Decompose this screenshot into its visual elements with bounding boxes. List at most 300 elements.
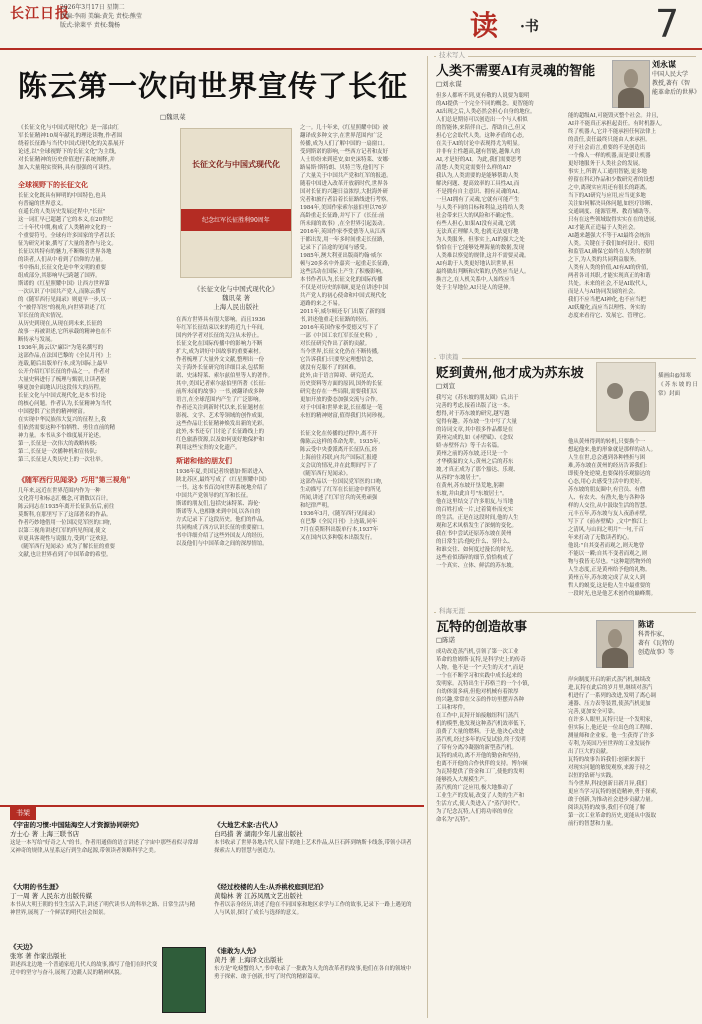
text-line: 对现实问题的敏锐观察,来源于持之 xyxy=(568,765,651,771)
text-line: 在工作中,瓦特开始接触纽科门蒸汽 xyxy=(436,713,519,719)
text-line: 无法真正理解人类,也就无法更好地 xyxy=(436,229,519,235)
text-line: 浪费了大量的燃料。于是,他决心改进 xyxy=(436,729,524,735)
text-line: 长征文化在国际传播中的影响力不断 xyxy=(176,341,263,347)
text-line: 作者梳理了大量外文文献,整理出一份 xyxy=(176,357,264,363)
text-line: 义会议的情况,并在此期间写下了 xyxy=(300,463,378,469)
text-line: 速器、压力表等装置,使蒸汽机更加 xyxy=(568,701,651,707)
bookshelf-item-desc: 讲述西北边地一个普通家庭几代人的故事,描写了他们在时代变迁中的坚守与奋斗,展现了边疆人民的精神风貌。 xyxy=(10,962,158,976)
main-article-byline: □魏讯菜 xyxy=(160,113,186,121)
text-line: 作者还关注到新时代以来,长征题材在 xyxy=(176,405,264,411)
text-line: 长征文化与中国式现代化,是本书讨论 xyxy=(18,393,106,399)
text-line: 不是拥有自主意识、拥有灵魂的AI。 xyxy=(436,189,523,195)
main-article-column-2b xyxy=(176,468,296,552)
text-line: 共同构成了西方认识长征的重要窗口。 xyxy=(176,525,268,531)
text-line: 军长征的真实情况。 xyxy=(18,313,67,319)
article4-title: 瓦特的创造故事 xyxy=(436,620,528,635)
text-line: 恰恰在于它能够处理海量的数据,发现 xyxy=(436,245,524,251)
text-line: 2016年英国作家李爱德又写下了 xyxy=(300,325,379,331)
bookshelf-item xyxy=(10,943,158,977)
text-line: AI出现之后,人类必然会担心自身的地位。 xyxy=(436,109,536,115)
bookshelf-item-title: 《宇宙的习惯:中国陆海空人才资源协同研究》 xyxy=(10,821,143,829)
article3-caption xyxy=(658,372,698,399)
text-line: 苏东坡的朋友圈中,有官员、有僧 xyxy=(568,487,646,493)
text-line: 年来打动了无数读者的心。 xyxy=(568,535,633,541)
text-line: 二十年代中期,构成了人类精神文化的一 xyxy=(18,225,112,231)
text-line: 随着中国进入改革开放新时代,世界各 xyxy=(300,181,388,187)
bookshelf-item-desc: 这是一本写给"好奇之人"的书。作者用通俗的语言讲述了宇宙中那些看似寻常却又神奇的规律,从星系运行到生命起源,带领读者领略科学之美。 xyxy=(10,840,199,854)
text-line: 书中详细介绍了这些外国友人的经历, xyxy=(176,533,264,539)
text-line: 中国提供了宝贵的精神财富。 xyxy=(18,409,89,415)
text-line: 蒸汽机,经过多年的反复试验,终于发明 xyxy=(436,737,526,743)
text-line: 斯诺的朋友们,包括史沫特莱、海伦· xyxy=(176,501,261,507)
article4-byline: □陈诺 xyxy=(436,636,456,644)
book-cover-image xyxy=(180,128,292,278)
text-line: 写下了《前赤壁赋》,文中"惟江上 xyxy=(568,519,648,525)
text-line: 换言之,在人机关系中,人始终应当 xyxy=(436,277,515,283)
text-line: 在许多人眼里,瓦特只是一个发明家, xyxy=(568,717,653,723)
text-line: 以第三视角讲述红军的所见所闻,使文 xyxy=(18,528,106,534)
column-divider xyxy=(427,56,428,1018)
text-line: 所未闻的故事》,在全世界引起轰动。 xyxy=(300,221,388,227)
author-photo-liu xyxy=(612,60,650,108)
text-line: 故事一再被讲述,它所承载的精神也在不 xyxy=(18,329,112,335)
text-line: 顿与20多名中外嘉宾一起重走长征路, xyxy=(300,261,390,267)
text-line: 和谁交往、如何度过漫长的时光。 xyxy=(436,547,517,553)
text-line: 第二,长征是一次播种机和宣传队; xyxy=(18,449,97,455)
text-line: 自幼体弱多病,但他对机械有着浓厚 xyxy=(436,689,519,695)
bookshelf-item xyxy=(214,883,414,917)
article3-caption-2: 《苏东坡的日常》封面 xyxy=(658,382,698,397)
text-line: 我在书中尝试还原苏东坡在黄州 xyxy=(436,531,512,537)
text-line: 终了机器人,它并不能承担任何法律上 xyxy=(568,129,656,135)
text-line: 文献,也让世界看到了中国革命的希望。 xyxy=(18,552,112,558)
text-line: 在关于AI的讨论中表现得尤为明显。 xyxy=(436,141,523,147)
text-line: 斯诺等人,也相继来到中国,以各自的 xyxy=(176,509,261,515)
text-line: 觉得有趣。苏东坡一生中写了大量 xyxy=(436,419,517,425)
text-line: 以恒的钻研与实践。 xyxy=(568,773,617,779)
text-line: 人生在世,总会遇到各种挫折与困 xyxy=(568,455,646,461)
text-line: 历史资料等方面的原因,国外的长征 xyxy=(300,381,383,387)
text-line: 能够投入大规模生产。 xyxy=(436,777,490,783)
text-line: 1936年夏,美国记者埃德加·斯诺进入 xyxy=(176,469,264,475)
text-line: 又在国内以多种版本出版发行。 xyxy=(300,535,376,541)
bookshelf-item xyxy=(10,821,200,855)
text-line: 这些作品让长征精神焕发出新的光彩。 xyxy=(176,421,268,427)
article4-bio-2: 著有《瓦特的 xyxy=(638,640,675,647)
text-line: 陈云受中央委派离开长征队伍,经 xyxy=(300,447,378,453)
text-line: 公开介绍红军长征的作品之一。作者对 xyxy=(18,369,110,375)
text-line: 最终做出判断和决策的,仍然应当是人。 xyxy=(436,269,530,275)
book-cover-title: 长征文化与中国式现代化 xyxy=(192,159,280,169)
article2-column-a xyxy=(436,92,562,292)
text-line: 莫斯科,在那里写下了这部著名的作品。 xyxy=(18,512,112,518)
text-line: 的核心问题。作者认为,长征精神为当代 xyxy=(18,401,112,407)
text-line: 几年来,远近在世界范围内作为一种 xyxy=(18,488,101,494)
text-line: 瓦特的故事告诉我们:创新来源于 xyxy=(568,757,646,763)
article4-column-a xyxy=(436,648,562,828)
text-line: 在西方世界具有很大影响。而且1936 xyxy=(176,317,266,323)
text-line: 语言,在全球范围内产生了广泛影响。 xyxy=(176,397,264,403)
text-line: 永恒的精神财富,值得我们共同珍视。 xyxy=(300,413,388,419)
text-line: 绕着长征路与当代中国式现代化的关系展开 xyxy=(18,141,125,147)
text-line: 人类有人类的价值,AI有AI的价值, xyxy=(568,265,649,271)
text-line: 清楚:人类究竟需要什么样的AI? xyxy=(436,165,512,171)
article3-rule xyxy=(434,358,696,359)
text-line: 此外,由于语言障碍、研究范式、 xyxy=(300,373,378,379)
text-line: 坡,才真正成为了那个豁达、乐观、 xyxy=(436,467,519,473)
text-line: 的智能体,来陪伴自己、帮助自己,但又 xyxy=(436,125,526,131)
main-article-column-4 xyxy=(300,430,418,550)
text-line: 我们不应当把AI神化,也不应当把 xyxy=(568,297,646,303)
header-meta xyxy=(60,3,142,30)
text-line: 人类难以察觉的规律,这并不需要灵魂。 xyxy=(436,253,530,259)
text-line: 人、有农夫、有渔夫,他与各种各 xyxy=(568,495,646,501)
text-line: 态度来看待它、发展它、管理它。 xyxy=(568,313,649,319)
text-line: 完善,更加安全可靠。 xyxy=(568,709,619,715)
text-line: 陈云同志在1935年离开长征队伍后,前往 xyxy=(18,504,115,510)
bookshelf-item-author: 黄翰林 著 江苏凤凰文艺出版社 xyxy=(214,892,303,900)
text-line: 一部《中国工农红军长征史料》, xyxy=(300,333,378,339)
text-line: AI妖魔化,而应当以理性、务实的 xyxy=(568,305,646,311)
text-line: AI并不能真正承担起责任。有时机器人, xyxy=(568,121,662,127)
subheading-global-view: 全球视野下的长征文化 xyxy=(18,180,88,189)
bookshelf-item-author: 丁一周 著 人民东方出版传媒 xyxy=(10,892,93,900)
article4-rule xyxy=(434,612,696,613)
text-line: 道路的来之不易。 xyxy=(300,301,344,307)
book-caption-author: 魏讯菜 著 xyxy=(221,294,251,302)
text-line: 国内外学者对长征的关注从未停止。 xyxy=(176,333,263,339)
main-article-column-1b xyxy=(18,487,168,561)
text-line: 观和艺术风格发生了深刻的变化。 xyxy=(436,523,517,529)
text-line: 这一词汇早已超越了它的本义,在20世纪 xyxy=(18,217,113,223)
text-line: 究者和旅行者沿着长征路线进行考察。 xyxy=(300,197,392,203)
article3-column-b xyxy=(568,438,696,598)
text-line: 岸向制度开启的新式蒸汽机,继续改 xyxy=(568,677,651,683)
book-caption-publisher: 上海人民出版社 xyxy=(213,303,259,311)
text-line: 物与我皆无尽也。"这种超然物外的 xyxy=(568,559,652,565)
text-line: 关注如何解决具体问题,如医疗诊断、 xyxy=(568,201,656,207)
text-line: AI越来越强大不等于AI最终会统治 xyxy=(568,233,651,239)
text-line: 一旦AI拥有了灵魂,它就有可能产生 xyxy=(436,197,520,203)
text-line: 人们总是期待可以创造出一个与人相似 xyxy=(436,117,528,123)
text-line: 担心它会取代人类。这种矛盾的心态, xyxy=(436,133,524,139)
text-line: 黄州五年,苏东坡完成了从文人到 xyxy=(568,575,646,581)
main-article-column-1 xyxy=(18,192,168,472)
main-article-column-3 xyxy=(300,124,418,424)
article2-author-name: 刘永谋 xyxy=(652,59,676,69)
page-number: 7 xyxy=(655,2,680,46)
text-line: 像陈云这样的革命先辈。1935年, xyxy=(300,439,381,445)
text-line: 它告诉我们:只要坚定理想信念, xyxy=(300,357,374,363)
text-line: 处于主导地位,AI只是人的延伸。 xyxy=(436,285,514,291)
text-line: 从历史到现在,从现在到未来,长征的 xyxy=(18,321,103,327)
text-line: 命名为"瓦特"。 xyxy=(436,817,474,823)
text-line: 才华横溢的文人;黄州之后的苏东 xyxy=(436,459,514,465)
text-line: 之一。几十年来,《红星照耀中国》被 xyxy=(300,125,388,131)
text-line: 人生态度,正是黄州给予他的礼物。 xyxy=(568,567,651,573)
text-line: 对长征研究作出了新的贡献。 xyxy=(300,341,371,347)
text-line: 加入大量翔实资料,具有很强的可读性。 xyxy=(18,165,115,171)
text-line: 这部作品,在法国巴黎的《全民月刊》上 xyxy=(18,353,112,359)
text-line: 红色旅游资源,以及如何更好地保护和 xyxy=(176,437,264,443)
article2-section-label: 技术写人 xyxy=(436,50,468,59)
text-line: 能的超级AI,可能毁灭整个社会。并且, xyxy=(568,113,659,119)
header-editors: 责编:李雨 美编:黄先 责校:熊莹 xyxy=(60,13,142,20)
text-line: 当今世界,科技创新日新月异,我们 xyxy=(568,781,647,787)
text-line: 的AI提供一个完全不同的概念。更智能的 xyxy=(436,101,534,107)
text-line: 们依然需要这种不怕牺牲、勇往直前的精 xyxy=(18,425,116,431)
text-line: 的日常生活:他吃什么、穿什么、 xyxy=(436,539,514,545)
text-line: 于都出发,用一年多时间重走长征路, xyxy=(300,237,385,243)
text-line: 书中指出,长征文化是中华文明的重要 xyxy=(18,265,106,271)
text-line: 生动描写了红军在长征途中的所见 xyxy=(300,487,381,493)
text-line: 中国共产党领导的红军和长征。 xyxy=(176,493,252,499)
text-line: AI,才是好的AI。为此,我们需要思考 xyxy=(436,157,522,163)
text-line: 革命的詹姆斯·瓦特,是科学史上的传奇 xyxy=(436,657,526,663)
text-line: 他说:"自其变者而观之,则天地曾 xyxy=(568,543,645,549)
text-line: 为瓦特提供了资金和工厂,使他的发明 xyxy=(436,769,524,775)
text-line: 组成部分,其影响早已跨越了国界。 xyxy=(18,273,101,279)
text-line: 黄州之前的苏东坡,还只是一个 xyxy=(436,451,508,457)
article3-column-a xyxy=(436,394,562,570)
text-line: 更加开放的姿态加强交流与合作。 xyxy=(300,397,381,403)
text-line: 想得,对于苏东坡的研究,越写越 xyxy=(436,411,510,417)
article4-author-bio xyxy=(638,620,698,657)
text-line: 有普遍的世界意义。 xyxy=(18,201,67,207)
text-line: 他从黄州得到的转机,只要换个一 xyxy=(568,439,646,445)
text-line: 受到斯诺的影响,一些西方记者和友好 xyxy=(300,149,388,155)
text-line: 个重要符号。全球有许多国家的学者以长 xyxy=(18,233,116,239)
text-line: 瓦特的成功,离不开他的勤奋和坚持, xyxy=(436,753,521,759)
article2-title: 人类不需要AI有灵魂的智能 xyxy=(436,64,596,79)
text-line: 娇·赤壁怀古》等千古名篇。 xyxy=(436,443,503,449)
text-line: 他在这里结交了许多朋友,与当地 xyxy=(436,499,514,505)
bookshelf-item xyxy=(214,821,414,855)
text-line: 斯诺的《红星照耀中国》让西方世界第 xyxy=(18,281,110,287)
text-line: 翻译成多种文字,在世界范围内广泛 xyxy=(300,133,383,139)
text-line: 年红军长征结束以来的将近九十年间, xyxy=(176,325,264,331)
text-line: 出了巨大的贡献。 xyxy=(568,749,612,755)
text-line: 一个真实、立体、鲜活的苏东坡。 xyxy=(436,563,517,569)
article2-bio-3: 能革命后的世界》 xyxy=(652,89,701,96)
article2-column-b xyxy=(568,112,696,319)
text-line: 第一,长征是一次伟大的战略转移; xyxy=(18,441,97,447)
text-line: 更应当学习瓦特的创造精神,勇于探索, xyxy=(568,789,658,795)
text-line: 机的模型,他发现这种蒸汽机效率低下, xyxy=(436,721,526,727)
text-line: 利用这些宝贵的文化遗产。 xyxy=(176,445,241,451)
main-article-column-2 xyxy=(176,316,296,452)
text-line: 对于中国和世界来说,长征都是一笔 xyxy=(300,405,383,411)
main-article-lead xyxy=(18,124,168,176)
book-cover-band-text: 纪念红军长征胜利90周年 xyxy=(202,217,270,224)
book-cover-tianbian xyxy=(162,947,206,1013)
text-line: 机进行了一系列的改进,发明了离心调 xyxy=(568,693,656,699)
text-line: 哲人的蜕变,这是他人生中最重要的 xyxy=(568,583,651,589)
text-line: 了带有分离冷凝器的新型蒸汽机。 xyxy=(436,745,517,751)
text-line: 两者各司其职,才能实现真正的和谐 xyxy=(568,273,651,279)
text-line: 其中,美国记者索尔兹伯里所著《长征: xyxy=(176,381,266,387)
article2-byline: □刘永谋 xyxy=(436,80,462,88)
text-line: 工具和零件。 xyxy=(436,705,469,711)
article2-bio-2: 教授,著有《智 xyxy=(652,80,690,87)
bookshelf-item xyxy=(214,947,414,981)
text-line: 这些看似琐碎的细节,恰恰构成了 xyxy=(436,555,514,561)
text-line: 《长征文化与中国式现代化》是一部由红 xyxy=(18,125,119,131)
article4-bio-3: 创造故事》等 xyxy=(638,649,675,656)
text-line: 社会带来巨大的风险和不确定性。 xyxy=(436,213,517,219)
text-line: 的生活。正是在这段时间,他的人生 xyxy=(436,515,519,521)
text-line: 之下,为人类的共同利益服务。 xyxy=(568,257,640,263)
bookshelf-item-title: 《经过校楼的人生:从乔桃校庭到尼泊》 xyxy=(214,883,327,891)
text-line: 样的人交往,从中汲取生活的智慧。 xyxy=(568,503,651,509)
text-line: 想起他来,他的形象就是那样的动人。 xyxy=(568,447,656,453)
bookshelf-item-title: 《大明的书生涯》 xyxy=(10,883,62,891)
text-line: 记录下了沿途的见闻与感受。 xyxy=(300,245,371,251)
text-line: 一个像人一样的机器,而是要让机器 xyxy=(568,153,651,159)
text-line: 之清风,与山间之明月"一句,千百 xyxy=(568,527,644,533)
text-line: 了大量关于中国共产党和红军的报道。 xyxy=(300,173,392,179)
article4-author-name: 陈诺 xyxy=(638,619,654,629)
text-line: 以及他们与中国革命之间的深厚情谊。 xyxy=(176,541,268,547)
text-line: 军长征精神10周年献礼的理论读物,作者围 xyxy=(18,133,122,139)
text-line: 论述,以"全球视野下的长征文化"为主线, xyxy=(18,149,117,155)
text-line: 1984年,美国作家索尔兹伯里以76岁 xyxy=(300,205,387,211)
text-line: 2016年,英国作家李爱德等人从江西 xyxy=(300,229,386,235)
text-line: 共处。未来的社会,不是AI取代人, xyxy=(568,281,648,287)
text-line: 不能以一瞬;自其不变者而观之,则 xyxy=(568,551,647,557)
text-line: 生活方式,使人类进入了"蒸汽时代"。 xyxy=(436,801,524,807)
bookshelf-section xyxy=(0,805,424,1024)
subheading-snow: 斯诺和他的朋友们 xyxy=(176,456,232,465)
author-photo-chen xyxy=(596,620,634,668)
text-line: 2011年,威尔顿还专门出版了新的图 xyxy=(300,309,386,315)
article3-illustration xyxy=(596,362,656,432)
subheading-third-view: 《随军西行见闻录》巧用"第三视角" xyxy=(18,475,131,484)
text-line: 当今世界,长征文化仍在不断传播, xyxy=(300,349,379,355)
text-line: 连载,随后出版单行本,成为国际上最早 xyxy=(18,361,108,367)
text-line: 这部作品以一位国民党军医的口吻, xyxy=(300,479,383,485)
bookshelf-item-author: 方士心 著 上海三联书店 xyxy=(10,830,80,838)
text-line: 长征以其特有的魅力,不断吸引世界各地 xyxy=(18,249,112,255)
text-line: 为人类服务。但事实上,AI的强大之处 xyxy=(436,237,525,243)
text-line: 进,瓦特在此后的岁月里,继续对蒸汽 xyxy=(568,685,653,691)
text-line: 不仅是对历史的回顾,更是在讲述中国 xyxy=(300,285,388,291)
text-line: 的兴趣,常常在父亲的作坊里摆弄各种 xyxy=(436,697,524,703)
text-line: 断传承与发展。 xyxy=(18,337,56,343)
text-line: 《随军西行见闻录》。 xyxy=(300,471,352,477)
bookshelf-item-title: 《大地艺术家:古代人》 xyxy=(214,821,282,829)
text-line: 即使身处逆境,也要保持乐观豁达的 xyxy=(568,471,651,477)
text-line: 够更加全面地认识这段伟大的历程。 xyxy=(18,385,105,391)
text-line: 但多人都听不到,更有敬的人说要为聪明 xyxy=(436,93,530,99)
text-line: 在遥长的人类历史发展过程中,"长征" xyxy=(18,209,106,215)
text-line: 阅读瓦特的故事,我们不仅能了解 xyxy=(568,805,646,811)
bookshelf-item-author: 白玛措 著 湖南少年儿童出版社 xyxy=(214,830,303,838)
text-line: 关于海外长征研究的详细目录,包括斯 xyxy=(176,365,264,371)
text-line: 在实现中华民族伟大复兴的征程上,我 xyxy=(18,417,106,423)
text-line: 一段时光,也是他艺术创作的巅峰期。 xyxy=(568,591,656,597)
text-line: 完善的考虑,接着出版了这一本。 xyxy=(436,403,514,409)
text-line: 《随军西行见闻录》成为了解长征的重要 xyxy=(18,544,116,550)
text-line: 对于社会而言,重要的不是创造出 xyxy=(568,145,646,151)
text-line: 前行的智慧和力量。 xyxy=(568,821,617,827)
newspaper-logo: 长江日报 xyxy=(10,6,70,22)
article3-title: 贬到黄州,他才成为苏东坡 xyxy=(436,366,584,381)
text-line: 1985年,澳大利亚出版商约翰·威尔 xyxy=(300,253,382,259)
text-line: 长征文化在传播的过程中,离不开 xyxy=(300,431,378,437)
text-line: 国对长征的兴趣日益浓厚,大批海外研 xyxy=(300,189,388,195)
book-caption-title: 《长征文化与中国式现代化》 xyxy=(193,285,279,293)
text-line: 1936年,陈云以"廉臣"为笔名撰写的 xyxy=(18,345,104,351)
text-line: 解决问题、提高效率的工具性AI,而 xyxy=(436,181,520,187)
text-line: 一个在不断学习和实践中成长起来的 xyxy=(436,673,523,679)
text-line: 章更具客观性与说服力,受到广泛欢迎。 xyxy=(18,536,112,542)
text-line: 之中,离现实应用还有很长的距离。 xyxy=(568,185,651,191)
text-line: 方式记录下了这段历史。他们的作品, xyxy=(176,517,264,523)
text-line: 本书作者认为,长征文化的国际传播 xyxy=(300,277,383,283)
bookshelf-item xyxy=(10,883,200,917)
text-line: 与人类不同的目标和利益,这将给人类 xyxy=(436,205,524,211)
text-line: 高龄重走长征路,并写下了《长征:前 xyxy=(300,213,385,219)
article2-rule xyxy=(434,56,696,57)
text-line: 专利,为英国乃至世界的工业发展作 xyxy=(568,741,651,747)
text-line: 停留在科幻作品和少数研究者的设想 xyxy=(568,177,655,183)
article4-column-b xyxy=(568,676,696,836)
text-line: 的责任,责任最终只能由人来承担。 xyxy=(568,137,651,143)
text-line: 交通调度、能源管理、教育辅助等。 xyxy=(568,209,655,215)
text-line: AI才能真正造福于人类社会。 xyxy=(568,225,639,231)
text-line: 发明家。瓦特出生于苏格兰的一个小镇, xyxy=(436,681,530,687)
text-line: 东坡,并由此自号"东坡居士"。 xyxy=(436,491,508,497)
text-line: 但实际上,他还是一位出色的工程师、 xyxy=(568,725,656,731)
text-line: 的读者,人们从中看到了信仰的力量。 xyxy=(18,257,106,263)
text-line: 陕北苏区,最终写成了《红星照耀中国》 xyxy=(176,477,270,483)
text-line: 人士纷纷来到延安,如史沫特莱、安娜· xyxy=(300,157,390,163)
text-line: 的诗词文章,其中很多作品都是在 xyxy=(436,427,514,433)
text-line: 测量师和企业家。他一生获得了许多 xyxy=(568,733,655,739)
text-line: 这些活动在国际上产生了积极影响。 xyxy=(300,269,387,275)
text-line: 人类。关键在于我们如何设计、使用 xyxy=(568,241,655,247)
text-line: 7月在莫斯科出版单行本,1937年 xyxy=(300,527,379,533)
text-line: 元丰五年,苏东坡与友人夜游赤壁, xyxy=(568,511,647,517)
text-line: 书,讲述他重走长征路的经历。 xyxy=(300,317,372,323)
bookshelf-item-title: 《天边》 xyxy=(10,943,36,951)
section-name: ·书 xyxy=(520,19,539,35)
bookshelf-item-desc: 本书从大明王朝的书生生活入手,讲述了明代读书人的科举之路、日常生活与精神世界,展现了一个鲜活的明代社会图景。 xyxy=(10,902,195,916)
text-line: 和监管AI,确保它始终在人类的控制 xyxy=(568,249,652,255)
text-line: 传播,成为人们了解中国的一扇窗口。 xyxy=(300,141,388,147)
text-line: 研究也存在一些局限,需要我们以 xyxy=(300,389,378,395)
text-line: 并非有主性越高,越有智能,越像人的 xyxy=(436,149,521,155)
article3-byline: □刘宣 xyxy=(436,382,456,390)
text-line: 一次认识了中国共产党人,而陈云撰写 xyxy=(18,289,106,295)
article2-bio-1: 中国人民大学 xyxy=(652,71,689,78)
bookshelf-item-desc: 东方是"吃螃蟹的人",书中收录了一批敢为人先的改革者的故事,他们在各自的领域中勇于探索、敢于创新,书写了时代的精彩篇章。 xyxy=(214,966,412,980)
text-line: 和纪律严明。 xyxy=(300,503,333,509)
bookshelf-tag: 书架 xyxy=(10,806,36,820)
bookshelf-item-author: 黄丹 著 上海译文出版社 xyxy=(214,956,284,964)
book-caption xyxy=(176,284,296,311)
text-line: 在黄州,苏东坡开垦荒地,躬耕 xyxy=(436,483,505,489)
text-line: 征为研究对象,撰写了大量的著作与论文。 xyxy=(18,241,117,247)
text-line: 诺、史沫特莱、索尔兹伯里等人的著作。 xyxy=(176,373,274,379)
text-line: 1936年3月,《随军西行见闻录》 xyxy=(300,511,379,517)
header-editors2: 版式:徐莱平 责权:魏杨 xyxy=(60,22,120,29)
text-line: 此外,本书还专门讨论了长征路线上的 xyxy=(176,429,264,435)
text-line: 第一次工业革命的历史,更能从中汲取 xyxy=(568,813,656,819)
text-line: 影视、文学、艺术等领域的创作成果, xyxy=(176,413,264,419)
text-line: 成功改造蒸汽机,引领了第一次工业 xyxy=(436,649,519,655)
